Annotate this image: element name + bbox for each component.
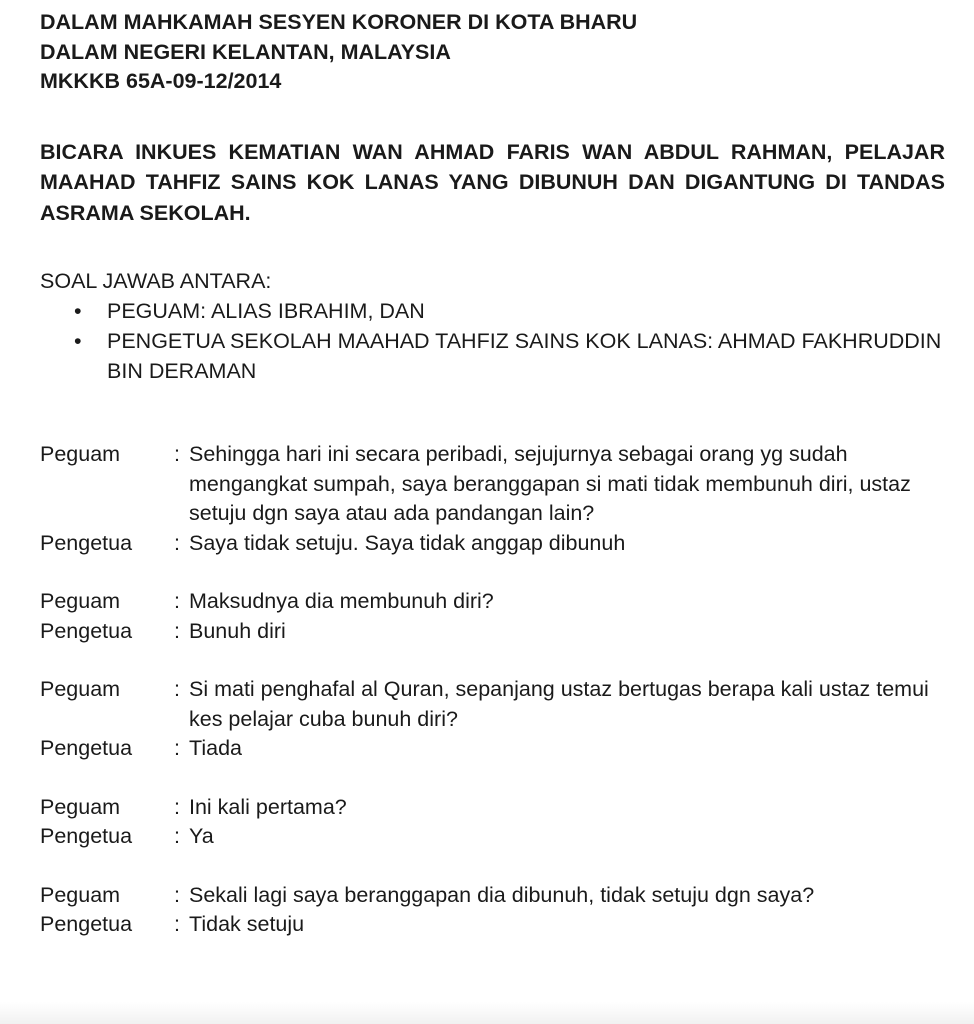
court-header — [40, 8, 945, 97]
answer-turn — [40, 734, 945, 764]
document-page — [40, 8, 945, 969]
answer-text: Tidak setuju — [189, 912, 305, 936]
separator: : — [174, 882, 180, 907]
question-turn — [40, 675, 945, 734]
separator: : — [174, 530, 180, 555]
speaker-label: Peguam — [40, 677, 121, 701]
separator: : — [174, 824, 180, 848]
case-number: MKKKB 65A-09-12/2014 — [40, 69, 282, 93]
separator: : — [174, 677, 180, 701]
question-text: Sekali lagi saya beranggapan dia dibunuh, tidak setuju dgn saya? — [189, 882, 815, 907]
question-turn — [40, 793, 945, 823]
party-text: PENGETUA SEKOLAH MAAHAD TAHFIZ SAINS KOK LANAS: AHMAD FAKHRUDDIN BIN DERAMAN — [107, 329, 942, 383]
answer-text: Ya — [189, 824, 214, 848]
page-bottom-edge — [0, 1002, 974, 1024]
party-text: PEGUAM: ALIAS IBRAHIM, DAN — [107, 299, 425, 323]
exchange — [40, 587, 945, 646]
exchange — [40, 881, 945, 940]
speaker-label: Peguam — [40, 882, 121, 907]
parties-label: SOAL JAWAB ANTARA: — [40, 269, 272, 293]
question-text: Maksudnya dia membunuh diri? — [189, 589, 494, 613]
speaker-label: Pengetua — [40, 530, 133, 555]
answer-turn — [40, 822, 945, 852]
question-text: Ini kali pertama? — [189, 794, 347, 819]
separator: : — [174, 442, 180, 466]
speaker-label: Pengetua — [40, 912, 133, 936]
exchange — [40, 440, 945, 558]
bullet-icon: • — [74, 329, 82, 353]
speaker-label: Peguam — [40, 589, 121, 613]
exchange — [40, 793, 945, 852]
parties-list — [40, 296, 945, 386]
separator: : — [174, 618, 180, 643]
exchange — [40, 675, 945, 764]
speaker-label: Peguam — [40, 794, 121, 819]
separator: : — [174, 589, 180, 613]
question-text: Sehingga hari ini secara peribadi, sejujurnya sebagai orang yg sudah mengangkat sumpah, saya beranggapan si mati tidak membunuh diri, ustaz setuju dgn saya atau ada pandangan lain? — [189, 442, 911, 525]
separator: : — [174, 794, 180, 819]
speaker-label: Pengetua — [40, 618, 133, 643]
question-text: Si mati penghafal al Quran, sepanjang ustaz bertugas berapa kali ustaz temui kes pelajar cuba bunuh diri? — [189, 677, 929, 731]
answer-turn — [40, 529, 945, 559]
question-turn — [40, 881, 945, 911]
parties-section — [40, 266, 945, 386]
separator: : — [174, 736, 180, 760]
answer-text: Tiada — [189, 736, 242, 760]
document-title: BICARA INKUES KEMATIAN WAN AHMAD FARIS WAN ABDUL RAHMAN, PELAJAR MAAHAD TAHFIZ SAINS KOK LANAS YANG DIBUNUH DAN DIGANTUNG DI TANDAS ASRAMA SEKOLAH. — [40, 139, 945, 225]
separator: : — [174, 912, 180, 936]
bullet-icon: • — [74, 299, 82, 323]
court-line-2: DALAM NEGERI KELANTAN, MALAYSIA — [40, 39, 451, 64]
answer-turn — [40, 910, 945, 940]
answer-text: Saya tidak setuju. Saya tidak anggap dibunuh — [189, 530, 626, 555]
speaker-label: Pengetua — [40, 824, 133, 848]
transcript — [40, 440, 945, 940]
court-line-1: DALAM MAHKAMAH SESYEN KORONER DI KOTA BHARU — [40, 10, 638, 34]
answer-text: Bunuh diri — [189, 618, 286, 643]
answer-turn — [40, 617, 945, 647]
speaker-label: Pengetua — [40, 736, 133, 760]
party-item — [40, 296, 945, 326]
question-turn — [40, 440, 945, 529]
party-item — [40, 326, 945, 386]
speaker-label: Peguam — [40, 442, 121, 466]
question-turn — [40, 587, 945, 617]
